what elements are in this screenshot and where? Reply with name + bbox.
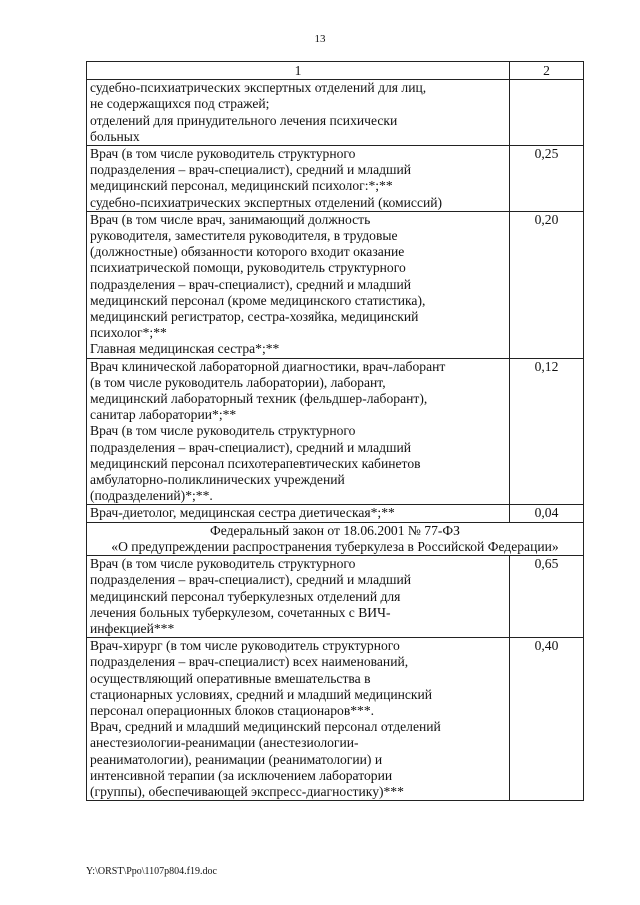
row-value: 0,25: [510, 146, 584, 212]
row-description: Врач-диетолог, медицинская сестра диетическая*;**: [87, 505, 510, 522]
row-description: Врач (в том числе врач, занимающий должность руководителя, заместителя руководителя, в трудовые (должностные) обязанности которого входит оказание психиатрической помощи, руководитель структурного подразделения – врач-специалист), средний и младший медицинский персонал (кроме медицинского статистика), медицинский регистратор, сестра-хозяйка, медицинский психолог*;** Главная медицинская сестра*;**: [87, 211, 510, 358]
table-header-row: [87, 62, 584, 80]
table-row: [87, 505, 584, 522]
header-col-2: 2: [510, 62, 584, 80]
law-heading-row: [87, 522, 584, 555]
file-path-footer: Y:\ORST\Ppo\1107p804.f19.doc: [86, 866, 217, 877]
table-row: [87, 556, 584, 638]
table-row: [87, 211, 584, 358]
coefficients-table: [86, 61, 584, 801]
table-row: [87, 80, 584, 146]
row-value: 0,40: [510, 638, 584, 801]
row-value: 0,12: [510, 358, 584, 505]
row-description: Врач-хирург (в том числе руководитель структурного подразделения – врач-специалист) всех наименований, осуществляющий оперативные вмешательства в стационарных условиях, средний и младший медицинский персонал операционных блоков стационаров***. Врач, средний и младший медицинский персонал отделений анестезиологии-реанимации (анестезиологии- реаниматологии), реанимации (реаниматологии) и интенсивной терапии (за исключением лаборатории (группы), обеспечивающей экспресс-диагностику)***: [87, 638, 510, 801]
row-value: 0,20: [510, 211, 584, 358]
page-number: 13: [314, 33, 326, 45]
row-value: 0,04: [510, 505, 584, 522]
row-description: судебно-психиатрических экспертных отделений для лиц, не содержащихся под стражей; отделений для принудительного лечения психически больных: [87, 80, 510, 146]
table-row: [87, 358, 584, 505]
table-row: [87, 146, 584, 212]
row-description: Врач (в том числе руководитель структурного подразделения – врач-специалист), средний и младший медицинский персонал туберкулезных отделений для лечения больных туберкулезом, сочетанных с ВИЧ- инфекцией***: [87, 556, 510, 638]
row-value: [510, 80, 584, 146]
table-row: [87, 638, 584, 801]
row-value: 0,65: [510, 556, 584, 638]
row-description: Врач клинической лабораторной диагностики, врач-лаборант (в том числе руководитель лаборатории), лаборант, медицинский лабораторный техник (фельдшер-лаборант), санитар лаборатории*;** Врач (в том числе руководитель структурного подразделения – врач-специалист), средний и младший медицинский персонал психотерапевтических кабинетов амбулаторно-поликлинических учреждений (подразделений)*;**.: [87, 358, 510, 505]
law-heading: Федеральный закон от 18.06.2001 № 77-ФЗ «О предупреждении распространения туберкулеза в Российской Федерации»: [87, 522, 584, 555]
row-description: Врач (в том числе руководитель структурного подразделения – врач-специалист), средний и младший медицинский персонал, медицинский психолог:*;** судебно-психиатрических экспертных отделений (комиссий): [87, 146, 510, 212]
header-col-1: 1: [87, 62, 510, 80]
